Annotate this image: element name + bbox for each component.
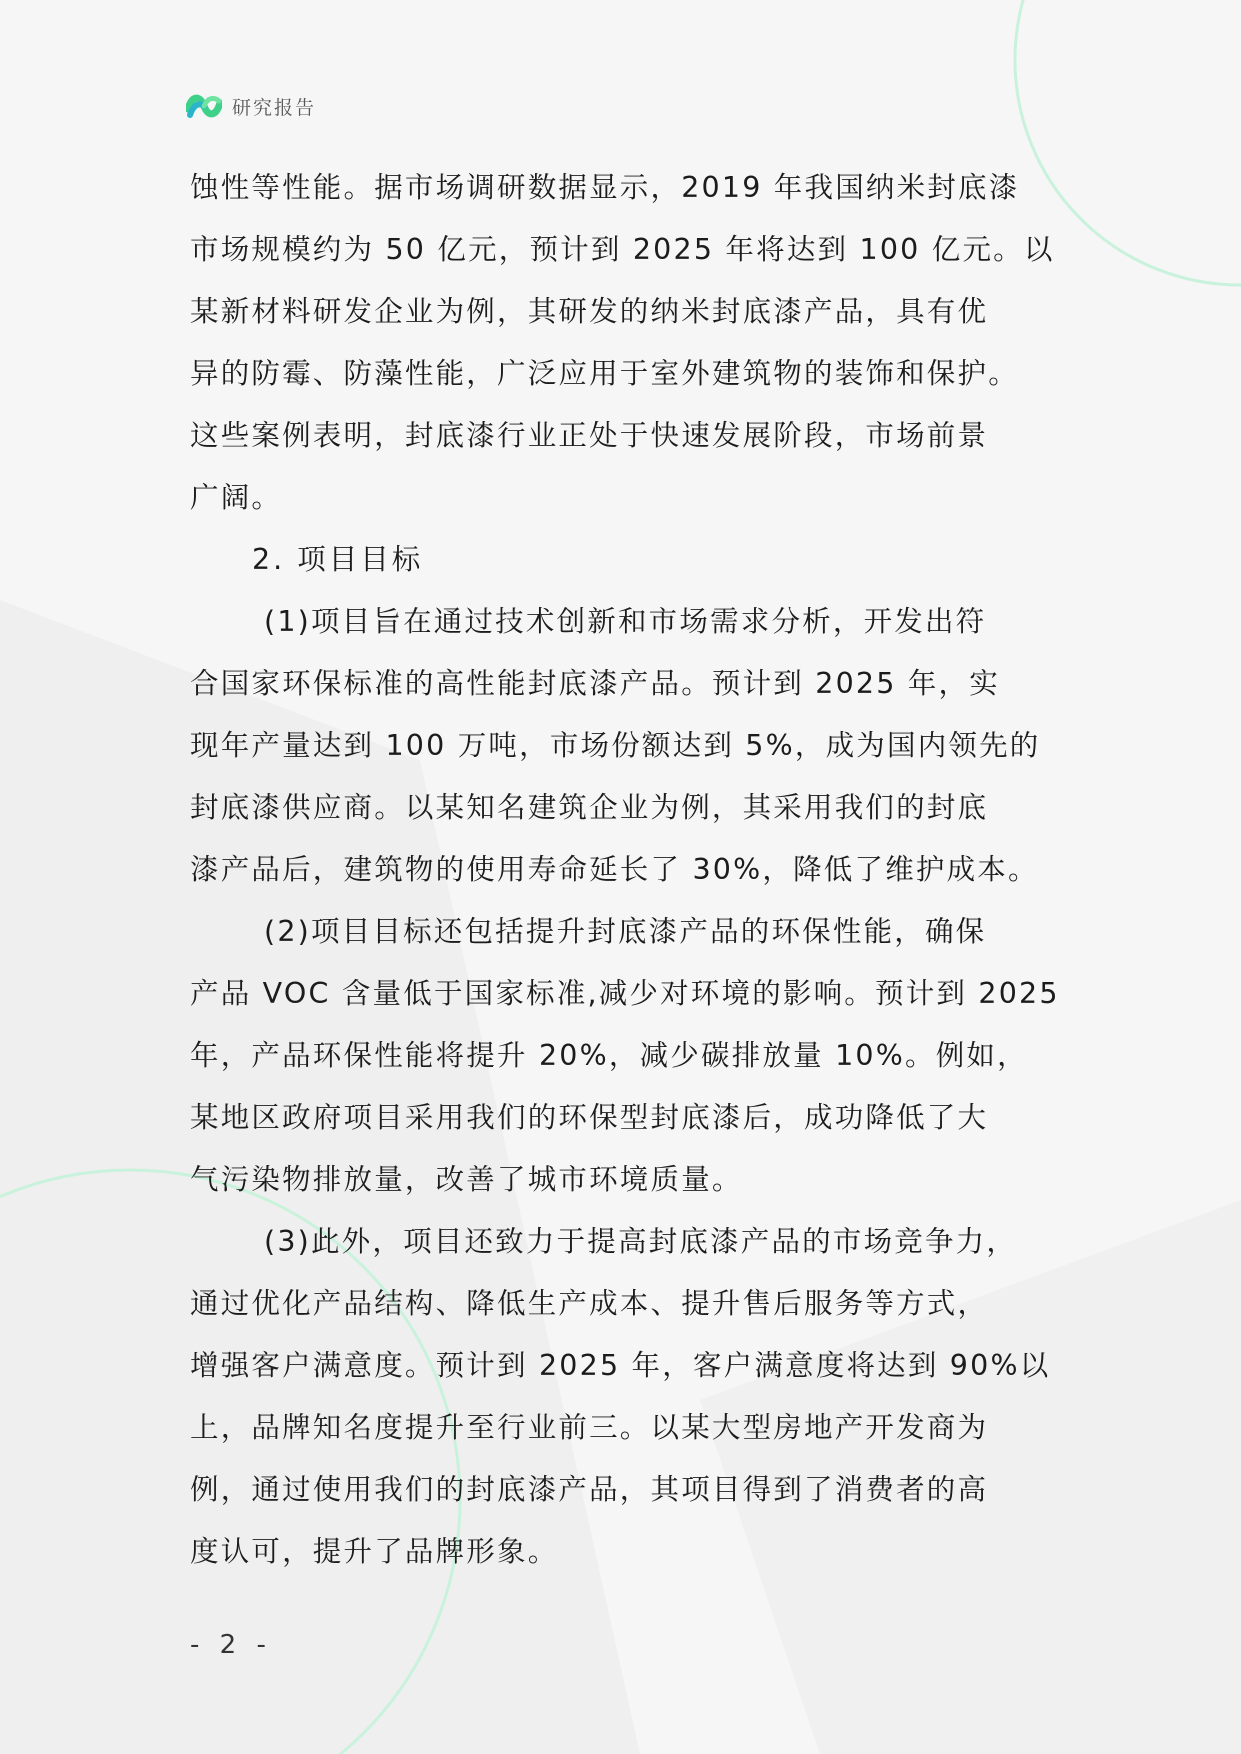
text-line: 上，品牌知名度提升至行业前三。以某大型房地产开发商为 [190, 1411, 989, 1444]
header-title: 研究报告 [232, 96, 317, 119]
document-body [190, 157, 1060, 1583]
text-line: 某新材料研发企业为例，其研发的纳米封底漆产品，具有优 [190, 295, 989, 328]
text-line: 蚀性等性能。据市场调研数据显示，2019 年我国纳米封底漆 [190, 171, 1020, 204]
brand-logo-icon [186, 91, 222, 121]
text-line: (1)项目旨在通过技术创新和市场需求分析，开发出符 [264, 605, 987, 638]
text-line: 异的防霉、防藻性能，广泛应用于室外建筑物的装饰和保护。 [190, 357, 1019, 390]
text-line: (2)项目目标还包括提升封底漆产品的环保性能，确保 [264, 915, 987, 948]
page-number: - 2 - [190, 1630, 272, 1660]
text-line: 气污染物排放量，改善了城市环境质量。 [190, 1163, 743, 1196]
text-line: 市场规模约为 50 亿元，预计到 2025 年将达到 100 亿元。以 [190, 233, 1055, 266]
paragraph-market-cases [190, 157, 1060, 529]
text-line: 漆产品后，建筑物的使用寿命延长了 30%，降低了维护成本。 [190, 853, 1039, 886]
section-heading: 2. 项目目标 [252, 543, 424, 576]
paragraph-goal-2 [190, 901, 1060, 1211]
text-line: 广阔。 [190, 481, 283, 514]
text-line: 合国家环保标准的高性能封底漆产品。预计到 2025 年，实 [190, 667, 1000, 700]
text-line: 度认可，提升了品牌形象。 [190, 1535, 559, 1568]
text-line: 例，通过使用我们的封底漆产品，其项目得到了消费者的高 [190, 1473, 989, 1506]
paragraph-goal-3 [190, 1211, 1060, 1583]
text-line: 这些案例表明，封底漆行业正处于快速发展阶段，市场前景 [190, 419, 989, 452]
text-line: 增强客户满意度。预计到 2025 年，客户满意度将达到 90%以 [190, 1349, 1051, 1382]
paragraph-goal-1 [190, 591, 1060, 901]
text-line: 封底漆供应商。以某知名建筑企业为例，其采用我们的封底 [190, 791, 989, 824]
text-line: (3)此外，项目还致力于提高封底漆产品的市场竞争力， [264, 1225, 1018, 1258]
text-line: 某地区政府项目采用我们的环保型封底漆后，成功降低了大 [190, 1101, 989, 1134]
text-line: 现年产量达到 100 万吨，市场份额达到 5%，成为国内领先的 [190, 729, 1041, 762]
text-line: 通过优化产品结构、降低生产成本、提升售后服务等方式， [190, 1287, 989, 1320]
text-line: 年，产品环保性能将提升 20%，减少碳排放量 10%。例如， [190, 1039, 1028, 1072]
report-header [186, 88, 316, 124]
text-line: 产品 VOC 含量低于国家标准,减少对环境的影响。预计到 2025 [190, 977, 1060, 1010]
